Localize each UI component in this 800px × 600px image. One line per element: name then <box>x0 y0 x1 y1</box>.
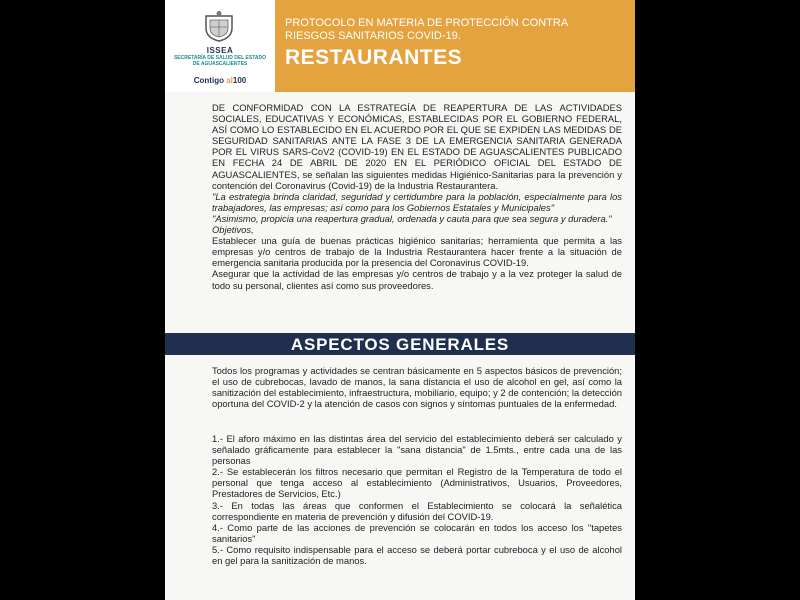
header-subtitle-line-2: RIESGOS SANITARIOS COVID-19. <box>285 30 461 42</box>
section-title: ASPECTOS GENERALES <box>290 335 510 354</box>
slogan-word-2: al <box>226 76 233 85</box>
list-item: 5.- Como requisito indispensable para el acceso se deberá portar cubreboca y el uso de alcohol en gel para la sanitización de manos. <box>212 543 622 567</box>
intro-paragraph: DE CONFORMIDAD CON LA ESTRATEGÍA DE REAPERTURA DE LAS ACTIVIDADES SOCIALES, EDUCATIVAS Y ECONÓMICAS, ESTABLECIDAS POR EL GOBIERNO FEDERAL, ASÍ COMO LO ESTABLECIDO EN EL ACUERDO POR EL QUE SE EXPIDEN LAS MEDIDAS DE SEGURIDAD SANITARIAS ANTE LA FASE 3 DE LA EMERGENCIA SANITARIA GENERADA POR EL VIRUS SARS-CoV2 (COVID-19) EN EL ESTADO DE AGUASCALIENTES PUBLICADO EN FECHA 24 DE ABRIL DE 2020 EN EL PERIÓDICO OFICIAL DEL ESTADO DE AGUASCALIENTES, se señalan las siguientes medidas Higiénico-Sanitarias para la prevención y contención del Coronavirus (Covid-19) de la Industria Restaurantera. <box>212 102 622 191</box>
logo-area <box>165 0 275 92</box>
list-item: 3.- En todas las áreas que conformen el Establecimiento se colocará la señalética correspondiente en materia de prevención y difusión del COVID-19. <box>212 499 622 522</box>
slogan-number: 100 <box>232 76 247 85</box>
general-paragraph: Todos los programas y actividades se centran básicamente en 5 aspectos básicos de prevención; el uso de cubrebocas, lavado de manos, la sana distancia el uso de alcohol en gel, así como la sanitización del establecimiento, infraestructura, mobiliario, equipo; y 2 de contención; la detección oportuna del COVID-2 y la atención de casos con signos y síntomas puntuales de la enfermedad. <box>212 365 622 410</box>
org-abbreviation: ISSEA <box>206 46 234 55</box>
quote-1: "La estrategia brinda claridad, seguridad y certidumbre para la población, especialmente para los trabajadores, las empresas; así como para los Gobiernos Estatales y Municipales" <box>212 190 622 213</box>
org-name-line-2: DE AGUASCALIENTES <box>192 61 248 67</box>
objective-2: Asegurar que la actividad de las empresas y/o centros de trabajo y a la vez proteger la salud de todo su personal, clientes así como sus proveedores. <box>212 268 622 291</box>
slogan <box>165 76 275 85</box>
intro-section <box>212 102 622 291</box>
numbered-points <box>212 433 622 566</box>
header-banner <box>275 0 635 92</box>
slogan-word-1: Contigo <box>193 76 224 85</box>
org-name-line-1: SECRETARÍA DE SALUD DEL ESTADO <box>173 55 267 61</box>
list-item: 4.- Como parte de las acciones de prevención se colocarán en todos los acceso los "tapetes sanitarios" <box>212 521 622 544</box>
document-page <box>165 0 635 600</box>
state-seal-icon <box>202 10 236 42</box>
organization-name <box>169 46 271 67</box>
list-item: 1.- El aforo máximo en las distintas área del servicio del establecimiento deberá ser calculado y señalado gráficamente para establecer la "sana distancia" de 1.5mts., entre cada una de las personas <box>212 433 622 467</box>
page-title: RESTAURANTES <box>285 46 463 69</box>
objective-1: Establecer una guía de buenas prácticas higiénico sanitarias; herramienta que permita a las empresas y/o centros de trabajo de la Industria Restaurantera hacer frente a la situación de emergencia sanitaria producida por la presencia del Coronavirus COVID-19. <box>212 235 622 269</box>
list-item: 2.- Se establecerán los filtros necesario que permitan el Registro de la Temperatura de todo el personal que tenga acceso al establecimiento (Administrativos, Usuarios, Proveedores, Prestadores de Servicios, Etc.) <box>212 466 622 500</box>
objectives-label: Objetivos, <box>212 224 254 236</box>
quote-2: "Asimismo, propicia una reapertura gradual, ordenada y cauta para que sea segura y duradera." <box>212 212 612 224</box>
header-subtitle-line-1: PROTOCOLO EN MATERIA DE PROTECCIÓN CONTRA <box>285 17 569 29</box>
